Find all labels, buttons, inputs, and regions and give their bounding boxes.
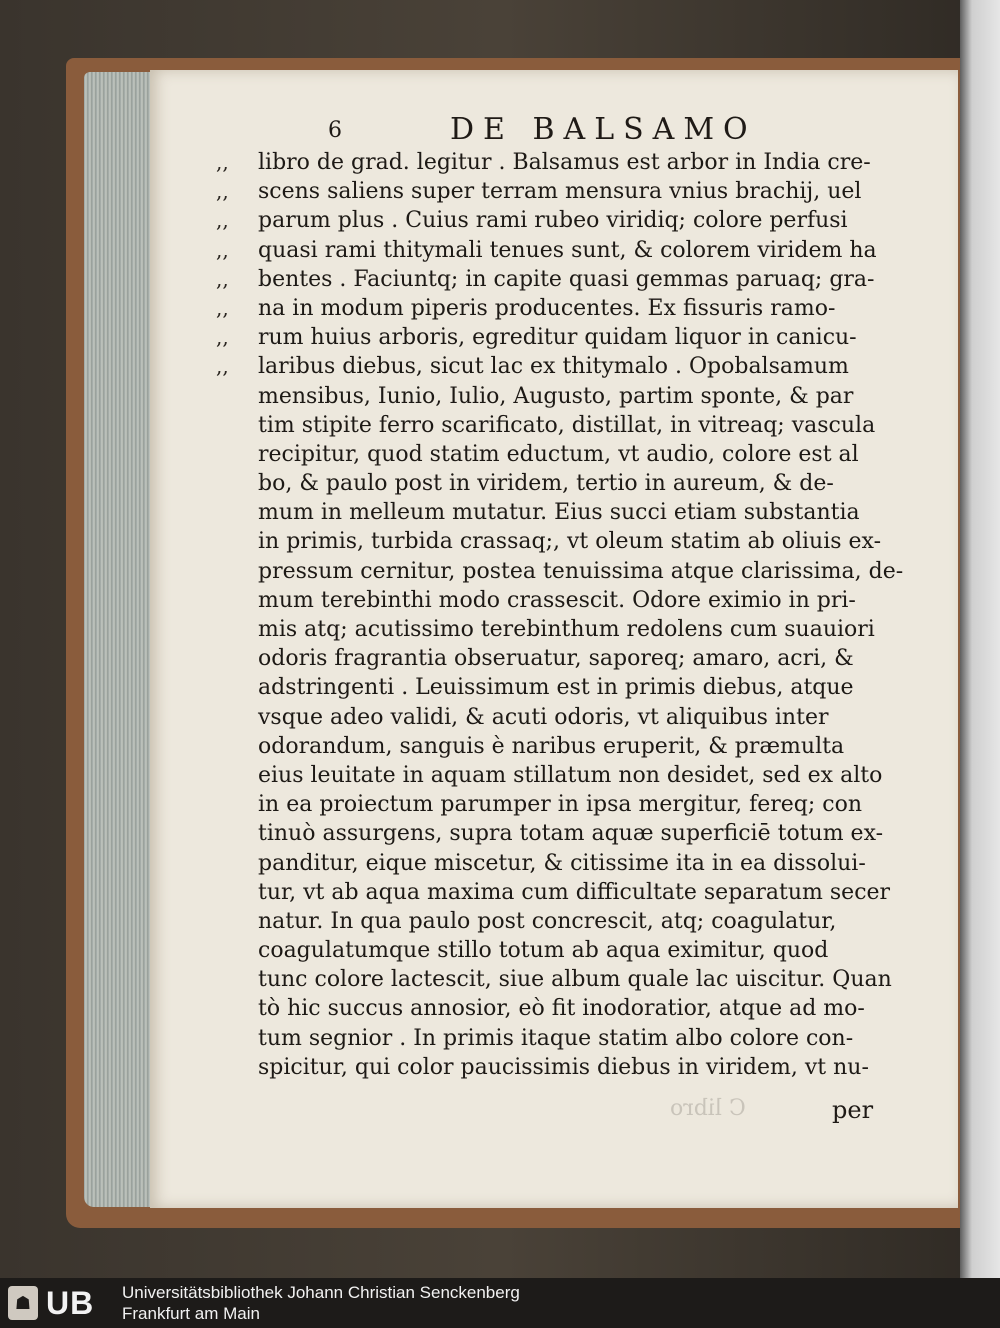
quotation-mark: ,, [216,325,229,350]
line-text: pressum cernitur, postea tenuissima atque clarissima, de- [258,558,904,584]
text-line [258,673,948,702]
line-text: tum segnior . In primis itaque statim albo colore con- [258,1025,854,1051]
line-text: adstringenti . Leuissimum est in primis diebus, atque [258,675,854,701]
line-text: panditur, eique miscetur, & citissime ita in ea dissolui- [258,850,866,876]
line-text: libro de grad. legitur . Balsamus est arbor in India cre- [258,150,871,175]
quotation-mark: ,, [216,266,229,291]
book-page [150,70,958,1208]
footer-bar [0,1278,1000,1328]
text-line [216,323,948,352]
line-text: mis atq; acutissimo terebinthum redolens cum suauiori [258,617,875,642]
text-line [258,615,948,644]
body-text [216,148,948,1082]
line-text: tò hic succus annosior, eò fit inodoratior, atque ad mo- [258,996,865,1022]
text-line [216,177,948,206]
text-line [258,819,948,848]
text-line [258,790,948,819]
line-text: in ea proiectum parumper in ipsa mergitur, fereq; con [258,792,863,818]
text-line [258,557,948,586]
running-head: DE BALSAMO [450,112,757,147]
text-line [258,907,948,936]
text-line [216,352,948,381]
text-line [258,1024,948,1053]
page-edges [84,72,154,1207]
quotation-mark: ,, [216,237,229,262]
text-line [258,732,948,761]
quotation-mark: ,, [216,208,229,233]
text-line [258,1053,948,1082]
line-text: bentes . Faciuntq; in capite quasi gemmas paruaq; gra- [258,266,875,292]
institution-line-1: Universitätsbibliothek Johann Christian Senckenberg [122,1283,520,1302]
line-text: tinuò assurgens, supra totam aquæ superficiē totum ex- [258,821,884,847]
line-text: na in modum piperis producentes. Ex fissuris ramo- [258,295,836,321]
text-line [258,965,948,994]
line-text: in primis, turbida crassaq;, vt oleum statim ab oliuis ex- [258,529,882,555]
text-line [258,498,948,527]
line-text: rum huius arboris, egreditur quidam liquor in canicu- [258,325,857,351]
logo-text: UB [46,1284,95,1321]
line-text: mum in melleum mutatur. Eius succi etiam substantia [258,500,860,526]
line-text: scens saliens super terram mensura vnius brachij, uel [258,179,862,205]
institution-name [122,1282,520,1324]
text-line [258,936,948,965]
facing-page-strip [960,0,1000,1278]
text-line [258,878,948,907]
line-text: tunc colore lactescit, siue album quale lac uiscitur. Quan [258,967,892,993]
text-line [258,994,948,1023]
page-number: 6 [328,118,342,143]
text-line [216,294,948,323]
text-line [216,206,948,235]
line-text: mensibus, Iunio, Iulio, Augusto, partim sponte, & par [258,383,854,409]
text-line [258,644,948,673]
seal-icon: ☗ [8,1286,38,1320]
text-line [258,586,948,615]
line-text: spicitur, qui color paucissimis diebus in viridem, vt nu- [258,1054,869,1080]
line-text: tim stipite ferro scarificato, distillat, in vitreaq; vascula [258,412,876,438]
text-line [258,411,948,440]
library-logo[interactable] [8,1283,110,1323]
text-line [258,440,948,469]
line-text: eius leuitate in aquam stillatum non desidet, sed ex alto [258,762,883,788]
quotation-mark: ,, [216,295,229,320]
line-text: recipitur, quod statim eductum, vt audio, colore est al [258,441,859,467]
text-line [258,761,948,790]
text-line [258,849,948,878]
line-text: parum plus . Cuius rami rubeo viridiq; colore perfusi [258,208,848,234]
quotation-mark: ,, [216,179,229,204]
institution-line-2: Frankfurt am Main [122,1304,260,1323]
text-line [216,236,948,265]
line-text: laribus diebus, sicut lac ex thitymalo . Opobalsamum [258,354,849,380]
text-line [258,382,948,411]
bleed-through-text: C libro [670,1096,746,1121]
line-text: vsque adeo validi, & acuti odoris, vt aliquibus inter [258,704,829,730]
quotation-mark: ,, [216,354,229,379]
line-text: quasi rami thitymali tenues sunt, & colorem viridem ha [258,237,877,263]
line-text: mum terebinthi modo crassescit. Odore eximio in pri- [258,587,856,613]
text-line [258,527,948,556]
line-text: natur. In qua paulo post concrescit, atq; coagulatur, [258,908,837,934]
line-text: odorandum, sanguis è naribus eruperit, & præmulta [258,733,845,759]
text-line [258,469,948,498]
text-line [216,148,948,177]
line-text: tur, vt ab aqua maxima cum difficultate separatum secer [258,879,891,905]
catchword: per [832,1096,874,1124]
quotation-mark: ,, [216,150,229,174]
line-text: odoris fragrantia obseruatur, saporeq; amaro, acri, & [258,646,854,672]
line-text: coagulatumque stillo totum ab aqua eximitur, quod [258,938,829,964]
text-line [216,265,948,294]
line-text: bo, & paulo post in viridem, tertio in aureum, & de- [258,471,834,497]
text-line [258,703,948,732]
